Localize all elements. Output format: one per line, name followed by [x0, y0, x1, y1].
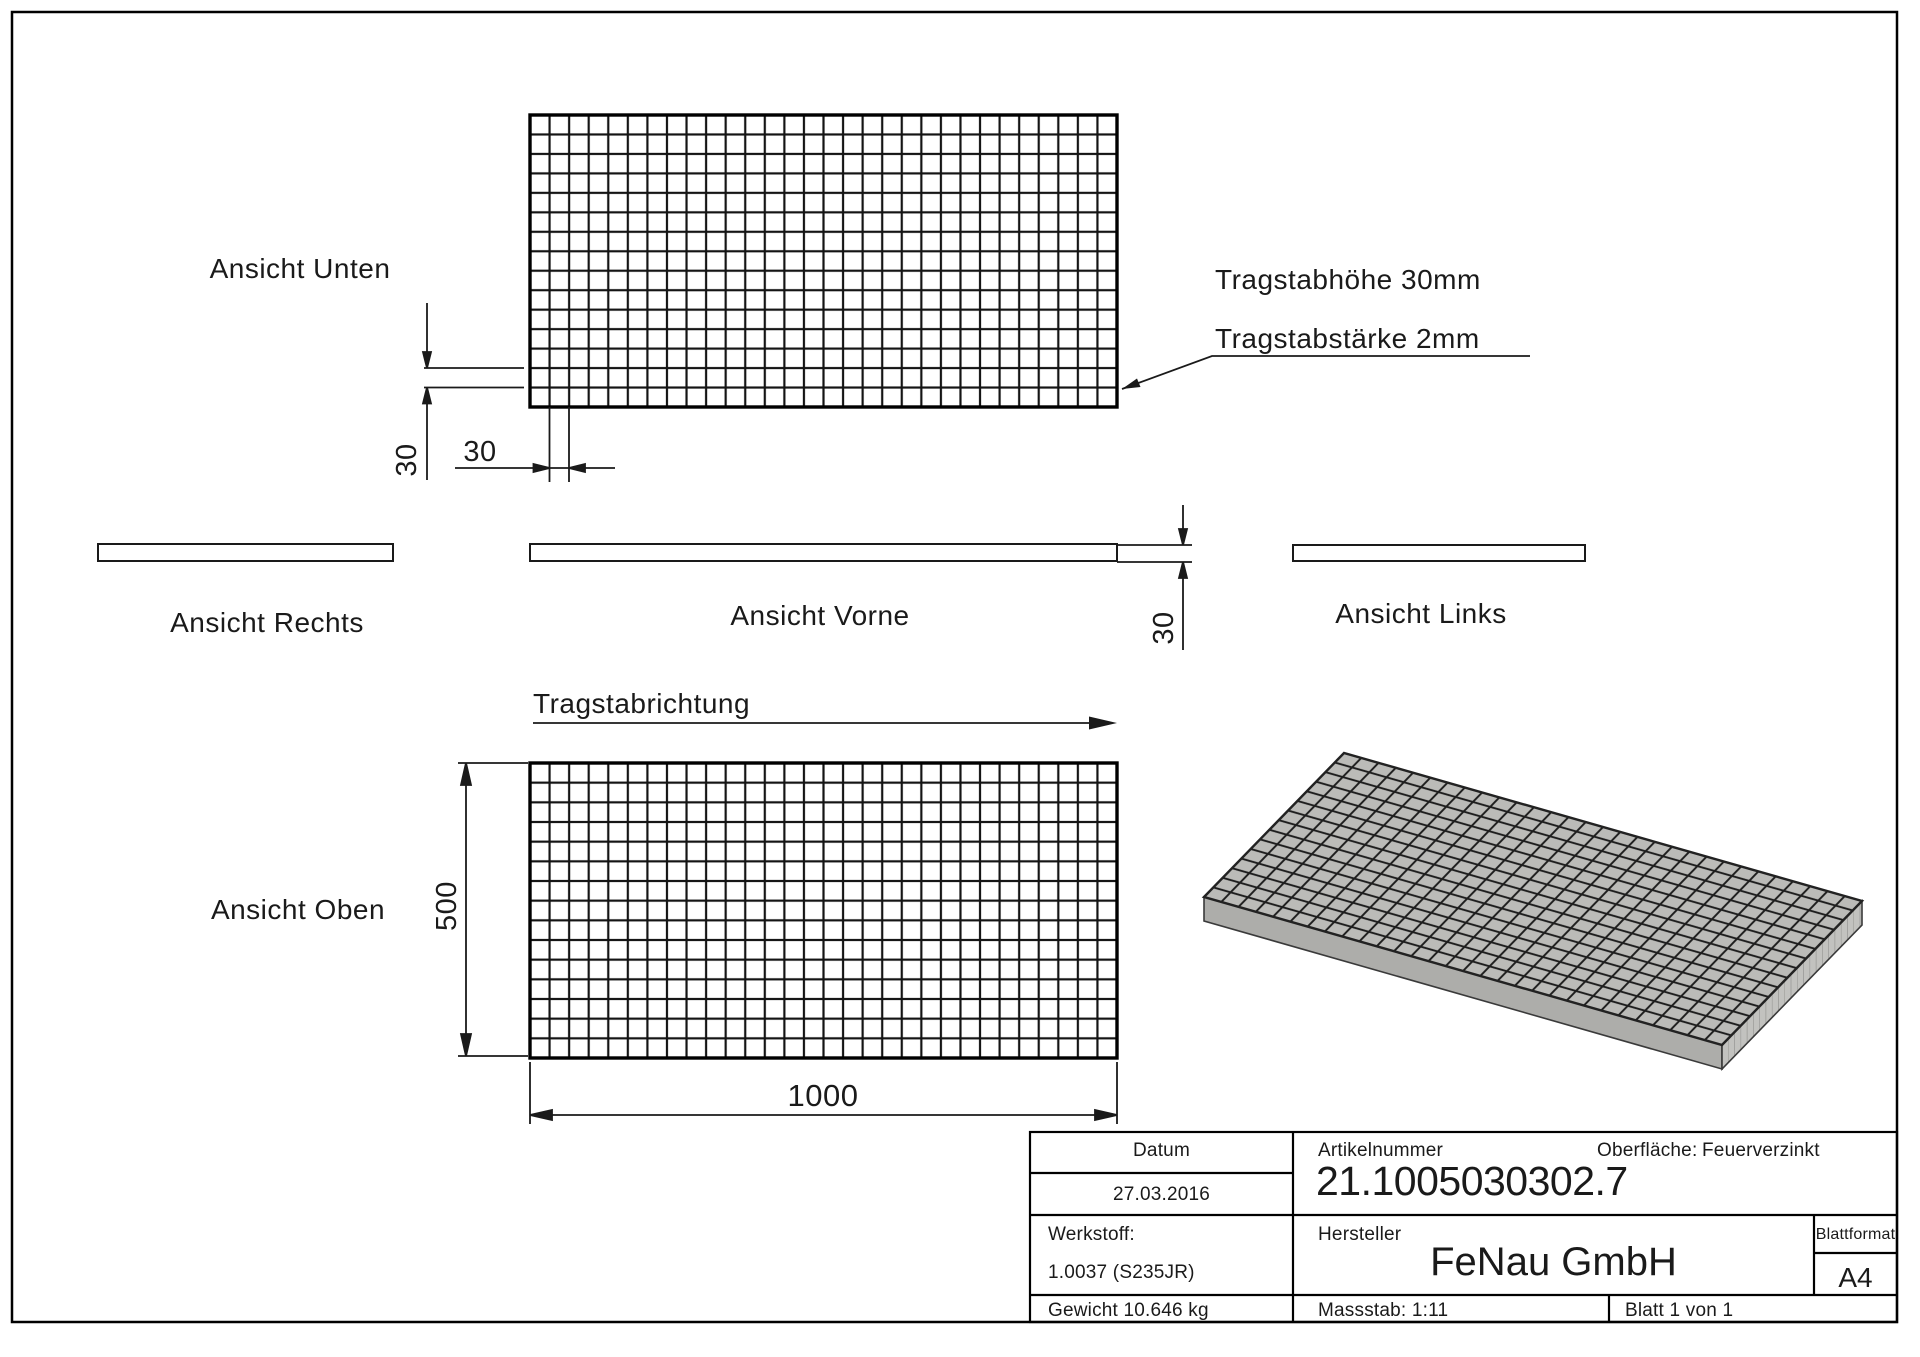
titleblock-datum-value: 27.03.2016: [1112, 1184, 1211, 1205]
titleblock-datum-label: Datum: [1133, 1140, 1190, 1161]
view-label-vorne: Ansicht Vorne: [730, 600, 910, 631]
view-label-rechts: Ansicht Rechts: [170, 607, 364, 638]
titleblock-blattformat-value: A4: [1838, 1262, 1873, 1293]
titleblock-artikelnummer-value: 21.1005030302.7: [1316, 1158, 1628, 1204]
dim-mesh-pitch-horizontal: 30: [463, 436, 497, 468]
view-oben-grid: [530, 763, 1117, 1058]
titleblock-blattformat-label: Blattformat: [1815, 1226, 1896, 1243]
titleblock-werkstoff-label: Werkstoff:: [1048, 1224, 1135, 1245]
view-vorne-outline: [530, 544, 1117, 561]
titleblock-werkstoff-value: 1.0037 (S235JR): [1048, 1262, 1195, 1283]
annotation-tragstabstaerke: Tragstabstärke 2mm: [1215, 323, 1480, 354]
view-label-unten: Ansicht Unten: [209, 253, 391, 284]
view-unten-grid: [530, 115, 1117, 407]
titleblock-gewicht-value: Gewicht 10.646 kg: [1048, 1300, 1209, 1321]
annotation-tragstabhoehe: Tragstabhöhe 30mm: [1215, 264, 1481, 295]
dim-length-1000: 1000: [787, 1078, 859, 1113]
titleblock-oberflaeche-value: Feuerverzinkt: [1702, 1140, 1820, 1161]
dim-width-500: 500: [430, 881, 463, 931]
annotation-tragstabrichtung: Tragstabrichtung: [533, 688, 751, 719]
isometric-view: [1204, 753, 1862, 1069]
titleblock-massstab-value: Massstab: 1:11: [1318, 1300, 1449, 1321]
titleblock-hersteller-value: FeNau GmbH: [1430, 1240, 1677, 1284]
titleblock-blatt-value: Blatt 1 von 1: [1625, 1300, 1734, 1321]
view-label-oben: Ansicht Oben: [210, 894, 386, 925]
view-label-links: Ansicht Links: [1335, 598, 1507, 629]
titleblock-artikelnummer-label: Artikelnummer: [1318, 1140, 1444, 1161]
dim-mesh-pitch-vertical: 30: [390, 443, 423, 477]
titleblock-oberflaeche-label: Oberfläche:: [1597, 1140, 1698, 1161]
leader-arrow: [1122, 356, 1530, 389]
dim-bar-height: 30: [1147, 611, 1180, 645]
view-rechts-outline: [98, 544, 393, 561]
view-links-outline: [1293, 545, 1585, 561]
titleblock-hersteller-label: Hersteller: [1318, 1224, 1402, 1245]
